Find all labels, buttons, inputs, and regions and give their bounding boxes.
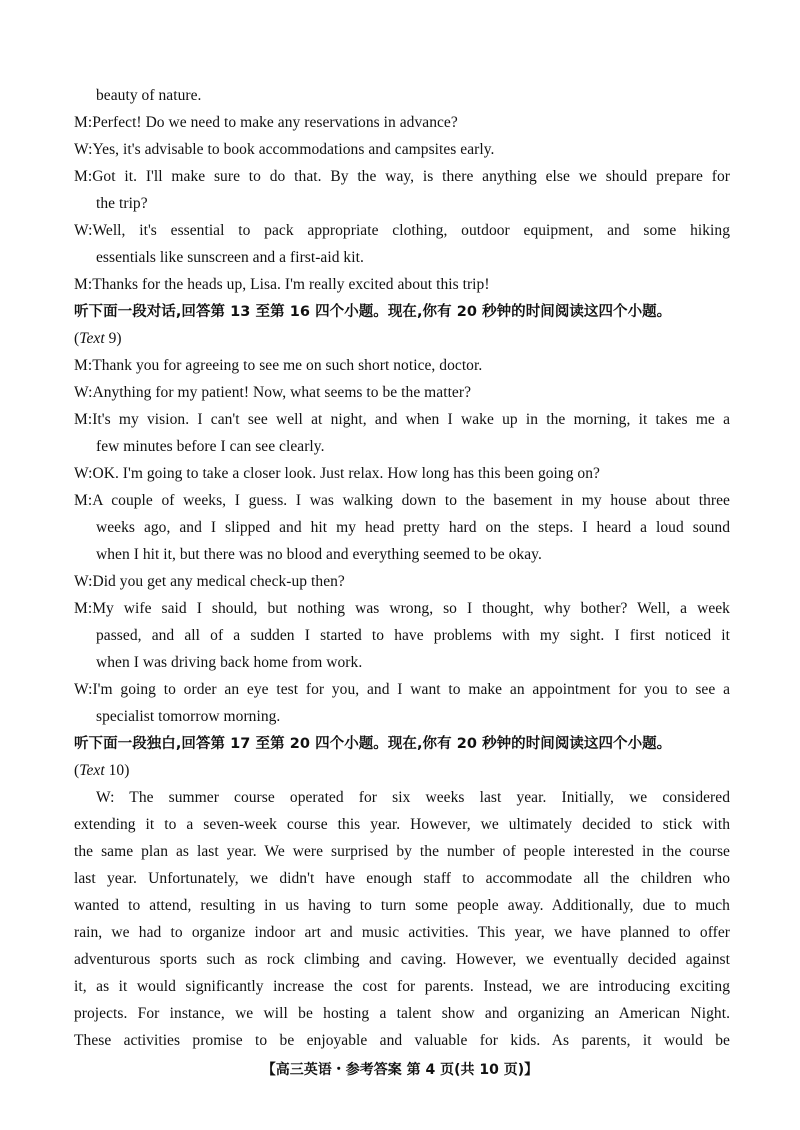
page-footer: 【高三英语・参考答案 第 4 页(共 10 页)】 [261,1062,539,1078]
monologue-line: W: The summer course operated for six weeks last year. Initially, we considered [96,789,730,806]
monologue-line: projects. For instance, we will be hosting a talent show and organizing an American Night. [74,1005,730,1022]
monologue-line: extending it to a seven-week course this year. However, we ultimately decided to stick with [74,816,730,833]
transcript-line: M:My wife said I should, but nothing was wrong, so I thought, why bother? Well, a week [74,600,730,617]
transcript-line: M:Thanks for the heads up, Lisa. I'm really excited about this trip! [74,276,490,293]
monologue-line: wanted to attend, resulting in us having to turn some people away. Additionally, due to much [74,897,730,914]
monologue-line: adventurous sports such as rock climbing and caving. However, we eventually decided against [74,951,730,968]
text-label: (Text 10) [74,762,130,779]
transcript-line: W:Well, it's essential to pack appropriate clothing, outdoor equipment, and some hiking [74,222,730,239]
text-label: (Text 9) [74,330,122,347]
transcript-line: M:Got it. I'll make sure to do that. By the way, is there anything else we should prepare for [74,168,730,185]
transcript-line: W:Anything for my patient! Now, what seems to be the matter? [74,384,471,401]
transcript-line: W:OK. I'm going to take a closer look. Just relax. How long has this been going on? [74,465,600,482]
transcript-line: few minutes before I can see clearly. [96,438,325,455]
section-instruction: 听下面一段对话,回答第 13 至第 16 四个小题。现在,你有 20 秒钟的时间阅读这四个小题。 [74,304,672,320]
transcript-line: weeks ago, and I slipped and hit my head pretty hard on the steps. I heard a loud sound [96,519,730,536]
transcript-line: the trip? [96,195,148,212]
transcript-line: when I was driving back home from work. [96,654,363,671]
monologue-line: the same plan as last year. We were surprised by the number of people interested in the course [74,843,730,860]
monologue-line: last year. Unfortunately, we didn't have enough staff to accommodate all the children who [74,870,730,887]
monologue-line: These activities promise to be enjoyable and valuable for kids. As parents, it would be [74,1032,730,1049]
transcript-line: passed, and all of a sudden I started to have problems with my sight. I first noticed it [96,627,730,644]
transcript-line: beauty of nature. [96,87,202,104]
transcript-line: W:I'm going to order an eye test for you, and I want to make an appointment for you to see a [74,681,730,698]
transcript-line: W:Yes, it's advisable to book accommodations and campsites early. [74,141,495,158]
transcript-line: M:Perfect! Do we need to make any reservations in advance? [74,114,458,131]
transcript-line: M:A couple of weeks, I guess. I was walking down to the basement in my house about three [74,492,730,509]
monologue-line: it, as it would significantly increase the cost for parents. Instead, we are introducing exciting [74,978,730,995]
section-instruction: 听下面一段独白,回答第 17 至第 20 四个小题。现在,你有 20 秒钟的时间阅读这四个小题。 [74,736,672,752]
transcript-line: M:Thank you for agreeing to see me on such short notice, doctor. [74,357,483,374]
transcript-line: M:It's my vision. I can't see well at night, and when I wake up in the morning, it takes me a [74,411,730,428]
transcript-line: specialist tomorrow morning. [96,708,281,725]
monologue-line: rain, we had to organize indoor art and music activities. This year, we have planned to offer [74,924,730,941]
transcript-line: when I hit it, but there was no blood and everything seemed to be okay. [96,546,542,563]
transcript-line: essentials like sunscreen and a first-aid kit. [96,249,364,266]
transcript-line: W:Did you get any medical check-up then? [74,573,345,590]
